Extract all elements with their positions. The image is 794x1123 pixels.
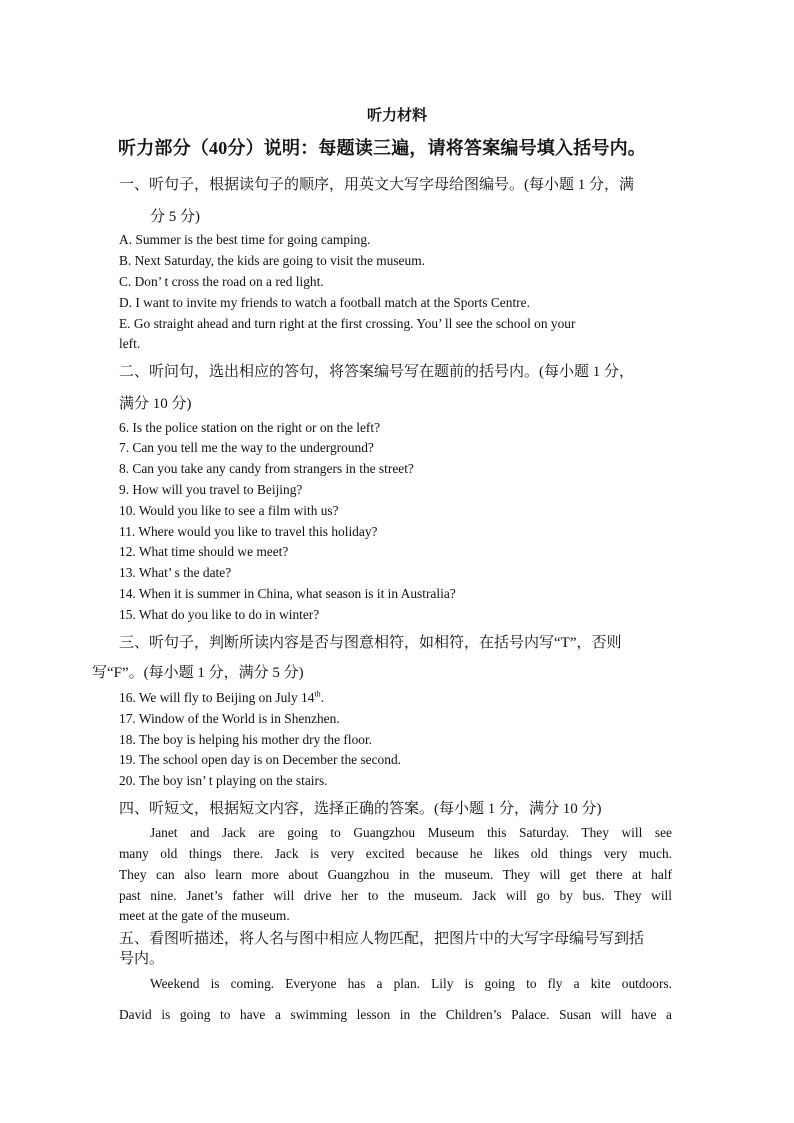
part3-heading-cont: 写“F”。(每小题 1 分，满分 5 分) (92, 665, 304, 681)
list-item-cont: left. (119, 336, 141, 351)
list-item: D. I want to invite my friends to watch a football match at the Sports Centre. (119, 295, 530, 310)
list-item: 8. Can you take any candy from strangers in the street? (119, 461, 414, 476)
list-item: B. Next Saturday, the kids are going to visit the museum. (119, 253, 425, 268)
list-item: 19. The school open day is on December the second. (119, 752, 401, 767)
part2-heading: 二、听问句，选出相应的答句，将答案编号写在题前的括号内。(每小题 1 分， (119, 364, 634, 380)
passage-line: many old things there. Jack is very excited because he likes old things very much. (119, 846, 672, 861)
part1-heading: 一、听句子，根据读句子的顺序，用英文大写字母给图编号。(每小题 1 分，满 (119, 177, 634, 193)
list-item: 13. What’ s the date? (119, 565, 232, 580)
part1-heading-cont: 分 5 分) (150, 209, 200, 225)
passage-line: past nine. Janet’s father will drive her to the museum. Jack will go by bus. They will (119, 888, 672, 903)
list-item: 12. What time should we meet? (119, 544, 289, 559)
list-item: C. Don’ t cross the road on a red light. (119, 274, 324, 289)
list-item: E. Go straight ahead and turn right at the first crossing. You’ ll see the school on your (119, 316, 576, 331)
part5-heading-cont: 号内。 (119, 951, 165, 967)
list-item: 6. Is the police station on the right or on the left? (119, 420, 381, 435)
list-item: 10. Would you like to see a film with us? (119, 503, 339, 518)
list-item: 7. Can you tell me the way to the underground? (119, 440, 374, 455)
part4-heading: 四、听短文，根据短文内容，选择正确的答案。(每小题 1 分，满分 10 分) (119, 801, 602, 817)
list-item: 9. How will you travel to Beijing? (119, 482, 303, 497)
passage-line: David is going to have a swimming lesson in the Children’s Palace. Susan will have a (119, 1007, 672, 1022)
part2-heading-cont: 满分 10 分) (119, 396, 192, 412)
list-item: 16. We will fly to Beijing on July 14th. (119, 689, 325, 705)
list-item: 15. What do you like to do in winter? (119, 607, 320, 622)
list-item: 14. When it is summer in China, what season is it in Australia? (119, 586, 456, 601)
passage-line: Weekend is coming. Everyone has a plan. Lily is going to fly a kite outdoors. (150, 976, 672, 991)
passage-line: meet at the gate of the museum. (119, 908, 290, 923)
list-item: 18. The boy is helping his mother dry the floor. (119, 732, 373, 747)
document-title: 听力材料 (366, 108, 427, 124)
passage-line: They can also learn more about Guangzhou in the museum. They will get there at half (119, 867, 672, 882)
part5-heading: 五、看图听描述，将人名与图中相应人物匹配，把图片中的大写字母编号写到括 (119, 931, 645, 947)
superscript: th (314, 689, 321, 699)
passage-line: Janet and Jack are going to Guangzhou Museum this Saturday. They will see (150, 825, 672, 840)
list-item: 20. The boy isn’ t playing on the stairs. (119, 773, 328, 788)
list-item: A. Summer is the best time for going camping. (119, 232, 371, 247)
list-item: 11. Where would you like to travel this holiday? (119, 524, 378, 539)
section-banner: 听力部分（40分）说明：每题读三遍，请将答案编号填入括号内。 (118, 138, 646, 158)
list-item: 17. Window of the World is in Shenzhen. (119, 711, 340, 726)
part3-heading: 三、听句子，判断所读内容是否与图意相符，如相符，在括号内写“T”，否则 (119, 635, 622, 651)
